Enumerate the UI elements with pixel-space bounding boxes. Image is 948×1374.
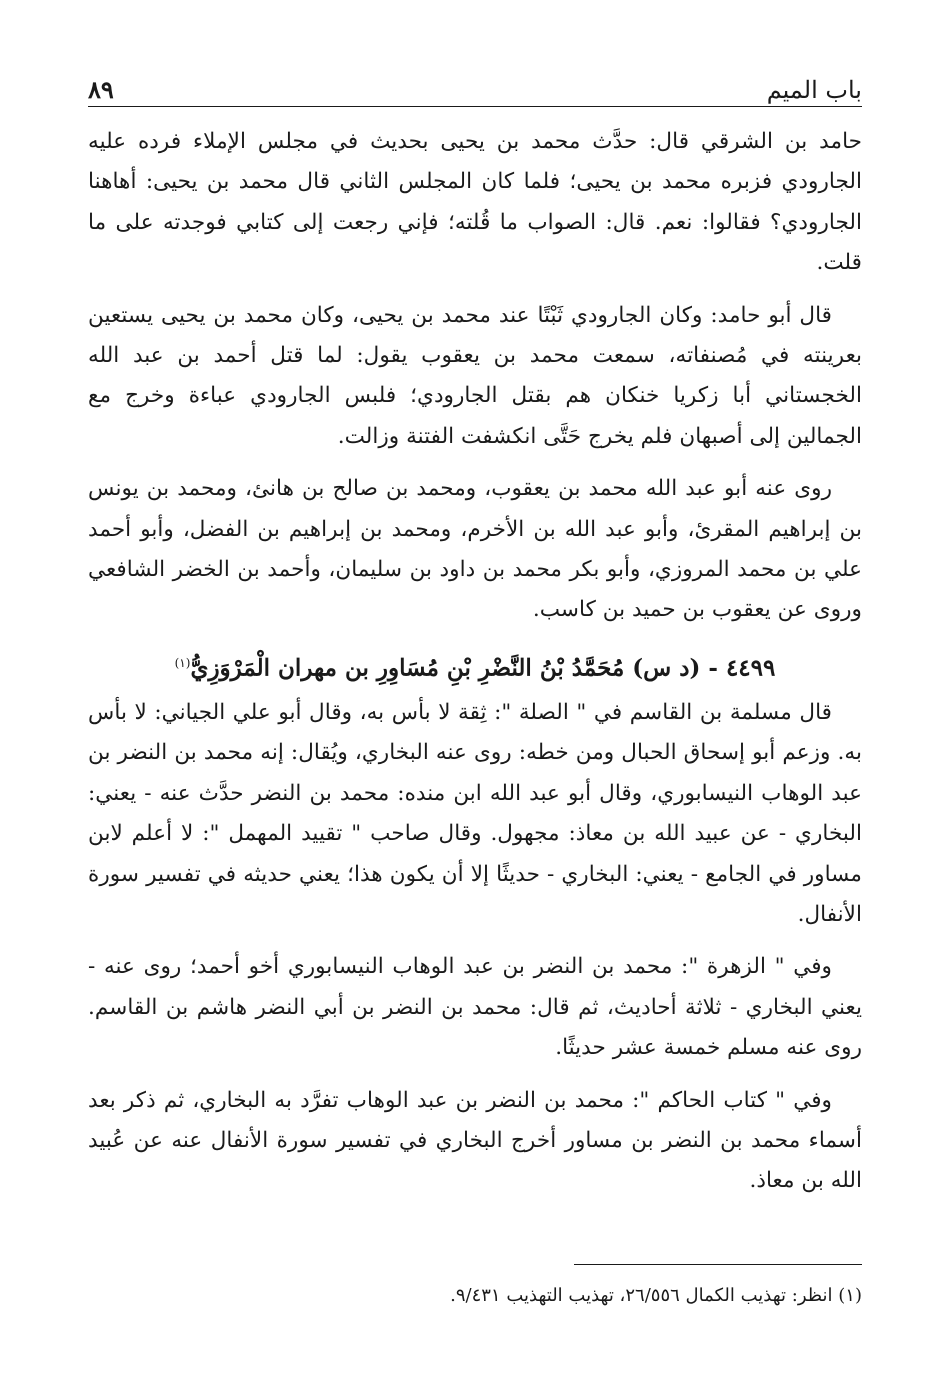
page-number: ٨٩ <box>88 75 114 104</box>
paragraph: روى عنه أبو عبد الله محمد بن يعقوب، ومحمد بن صالح بن هانئ، ومحمد بن يونس بن إبراهيم المقرئ، وأبو عبد الله بن الأخرم، ومحمد بن إبراهيم بن الفضل، وأبو أحمد علي بن محمد المروزي، وأبو بكر محمد بن داود بن سليمان، وأحمد بن الخضر الشافعي وروى عن يعقوب بن حميد بن كاسب. <box>88 476 862 623</box>
paragraph: قال أبو حامد: وكان الجارودي ثَبْتًا عند محمد بن يحيى، وكان محمد بن يحيى يستعين بعرينته في مُصنفاته، سمعت محمد بن يعقوب يقول: لما قتل أحمد بن عبد الله الخجستاني أبا زكريا خنكان هم بقتل الجارودي؛ فلبس الجارودي عباءة وخرج مع الجمالين إلى أصبهان فلم يخرج حَتَّى انكشفت الفتنة وزالت. <box>88 302 862 449</box>
paragraph: قال مسلمة بن القاسم في " الصلة ": ثِقة لا بأس به، وقال أبو علي الجياني: لا بأس به. وزعم أبو إسحاق الحبال ومن خطه: روى عنه البخاري، ويُقال: إنه محمد بن النضر بن عبد الوهاب النيسابوري، وقال أبو عبد الله ابن منده: محمد بن النضر حدَّث عنه - يعني: البخاري - عن عبيد الله بن معاذ: مجهول. وقال صاحب " تقييد المهمل ": لا أعلم لابن مساور في الجامع - يعني: البخاري - حديثًا إلا أن يكون هذا؛ يعني حديثه في تفسير سورة الأنفال. <box>88 699 862 927</box>
paragraph: وفي " كتاب الحاكم ": محمد بن النضر بن عبد الوهاب تفرَّد به البخاري، ثم ذكر بعد أسماء محمد بن النضر بن مساور أخرج البخاري في تفسير سورة الأنفال عنه عن عُبيد الله بن معاذ. <box>88 1087 862 1194</box>
paragraph: حامد بن الشرقي قال: حدَّث محمد بن يحيى بحديث في مجلس الإملاء فرده عليه الجارودي فزبره محمد بن يحيى؛ فلما كان المجلس الثاني قال محمد بن يحيى: أهاهنا الجارودي؟ فقالوا: نعم. قال: الصواب ما قُلته؛ فإني رجعت إلى كتابي فوجدته على ما قلت. <box>88 129 862 276</box>
footnote: (١) انظر: تهذيب الكمال ٢٦/٥٥٦، تهذيب التهذيب ٩/٤٣١. <box>450 1285 862 1306</box>
header-divider <box>88 106 862 107</box>
paragraph: وفي " الزهرة ": محمد بن النضر بن عبد الوهاب النيسابوري أخو أحمد؛ روى عنه - يعني البخاري - ثلاثة أحاديث، ثم قال: محمد بن النضر بن أبي النضر هاشم بن القاسم. روى عنه مسلم خمسة عشر حديثًا. <box>88 954 862 1061</box>
book-page <box>88 58 862 1348</box>
main-text <box>88 122 862 1214</box>
running-header <box>88 58 862 102</box>
footnote-marker: (١) <box>174 655 191 670</box>
entry-heading-text: ٤٤٩٩ - (د س) مُحَمَّدُ بْنُ النَّضْرِ بْنِ مُسَاوِرِ بن مهران الْمَرْوَزِيُّ <box>190 654 776 682</box>
footnote-divider <box>574 1264 862 1265</box>
chapter-title: باب الميم <box>766 76 862 104</box>
entry-heading <box>88 643 862 689</box>
